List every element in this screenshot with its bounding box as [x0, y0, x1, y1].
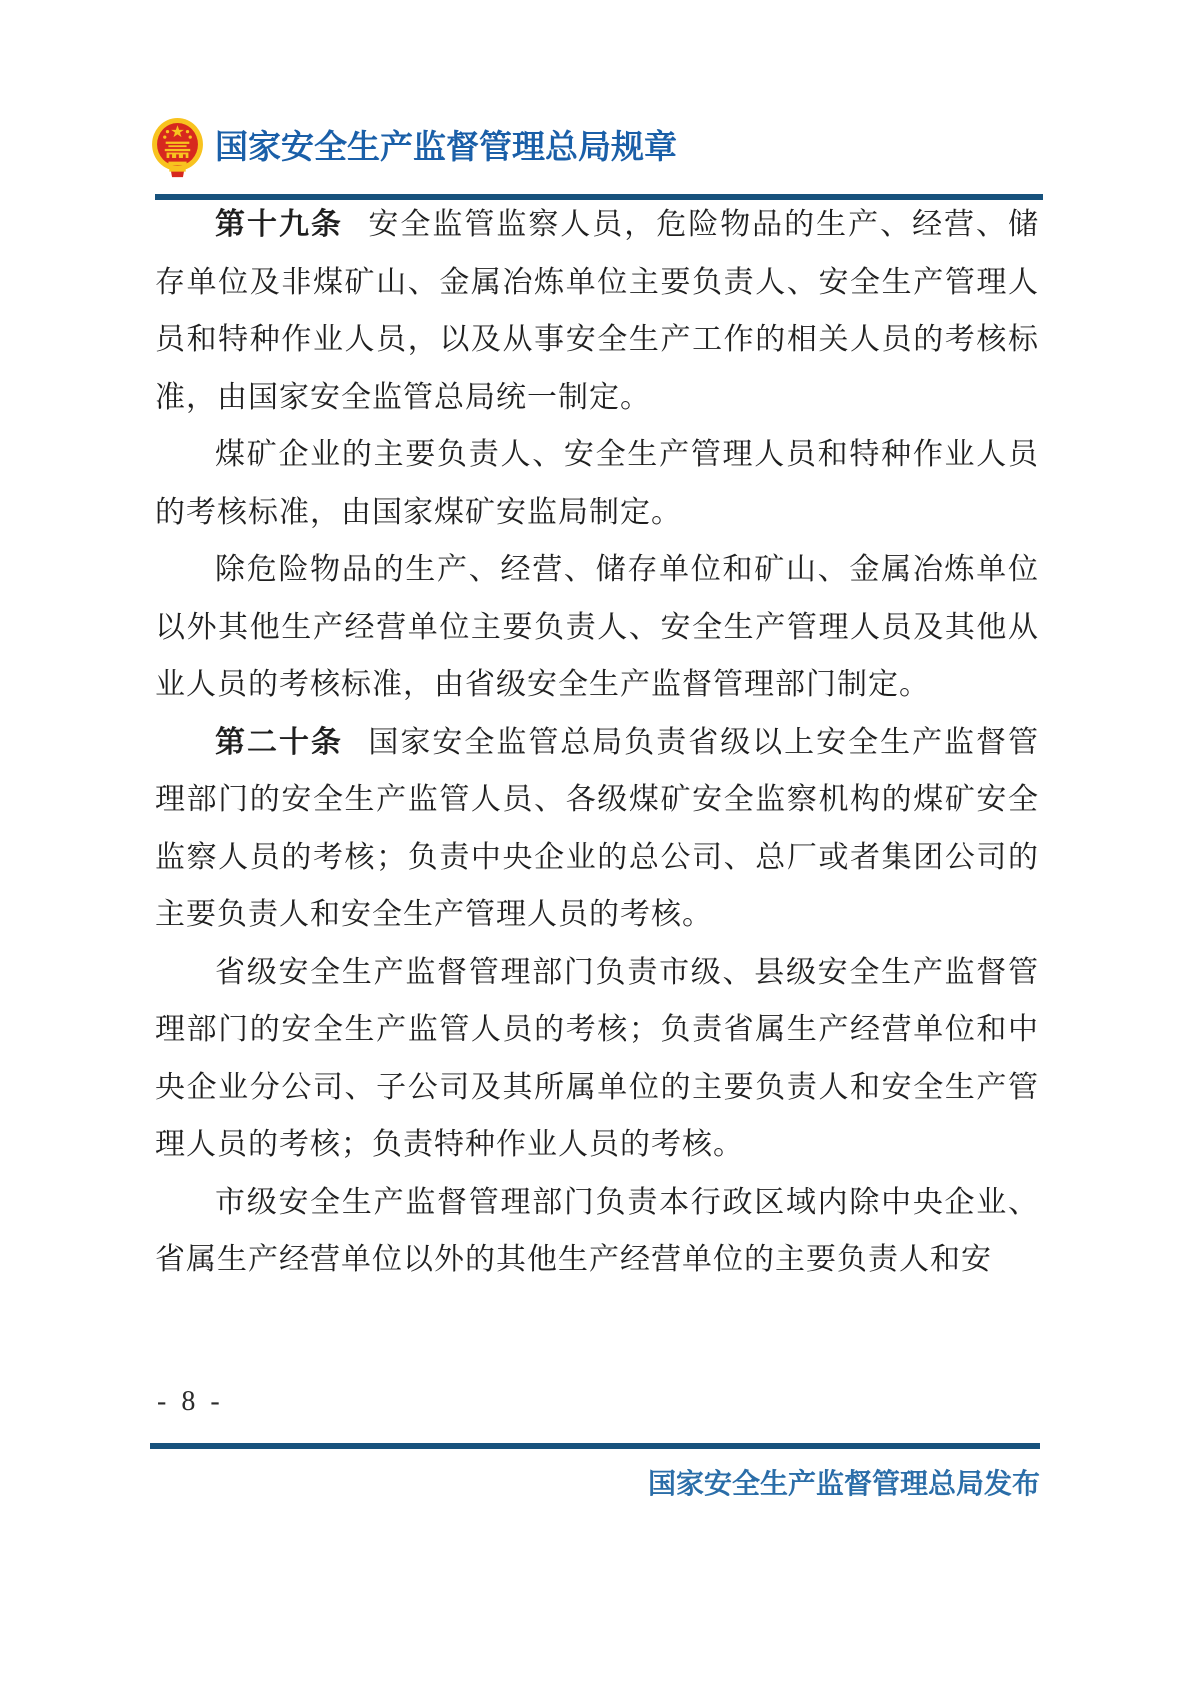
page-title: 国家安全生产监督管理总局规章	[215, 130, 677, 166]
paragraph: 煤矿企业的主要负责人、安全生产管理人员和特种作业人员的考核标准，由国家煤矿安监局制定。	[155, 438, 1039, 529]
china-national-emblem-icon	[150, 118, 205, 178]
article-number: 第二十条	[215, 725, 343, 759]
page-number: - 8 -	[157, 1386, 224, 1417]
paragraph: 省级安全生产监督管理部门负责市级、县级安全生产监督管理部门的安全生产监管人员的考核；负责省属生产经营单位和中央企业分公司、子公司及其所属单位的主要负责人和安全生产管理人员的考核；负责特种作业人员的考核。	[155, 955, 1039, 1161]
paragraph: 除危险物品的生产、经营、储存单位和矿山、金属冶炼单位以外其他生产经营单位主要负责人、安全生产管理人员及其他从业人员的考核标准，由省级安全生产监督管理部门制定。	[155, 553, 1039, 701]
document-body	[155, 196, 1039, 1289]
article-number: 第十九条	[215, 208, 343, 241]
paragraph: 第二十条 国家安全监管总局负责省级以上安全生产监督管理部门的安全生产监管人员、各级煤矿安全监察机构的煤矿安全监察人员的考核；负责中央企业的总公司、总厂或者集团公司的主要负责人和安全生产管理人员的考核。	[155, 725, 1040, 931]
page-header	[150, 116, 1040, 180]
paragraph: 第十九条 安全监管监察人员，危险物品的生产、经营、储存单位及非煤矿山、金属冶炼单位主要负责人、安全生产管理人员和特种作业人员，以及从事安全生产工作的相关人员的考核标准，由国家安全监管总局统一制定。	[155, 208, 1040, 414]
footer-rule	[150, 1443, 1040, 1449]
paragraph: 市级安全生产监督管理部门负责本行政区域内除中央企业、省属生产经营单位以外的其他生产经营单位的主要负责人和安	[155, 1185, 1039, 1276]
publisher-label: 国家安全生产监督管理总局发布	[647, 1469, 1040, 1500]
